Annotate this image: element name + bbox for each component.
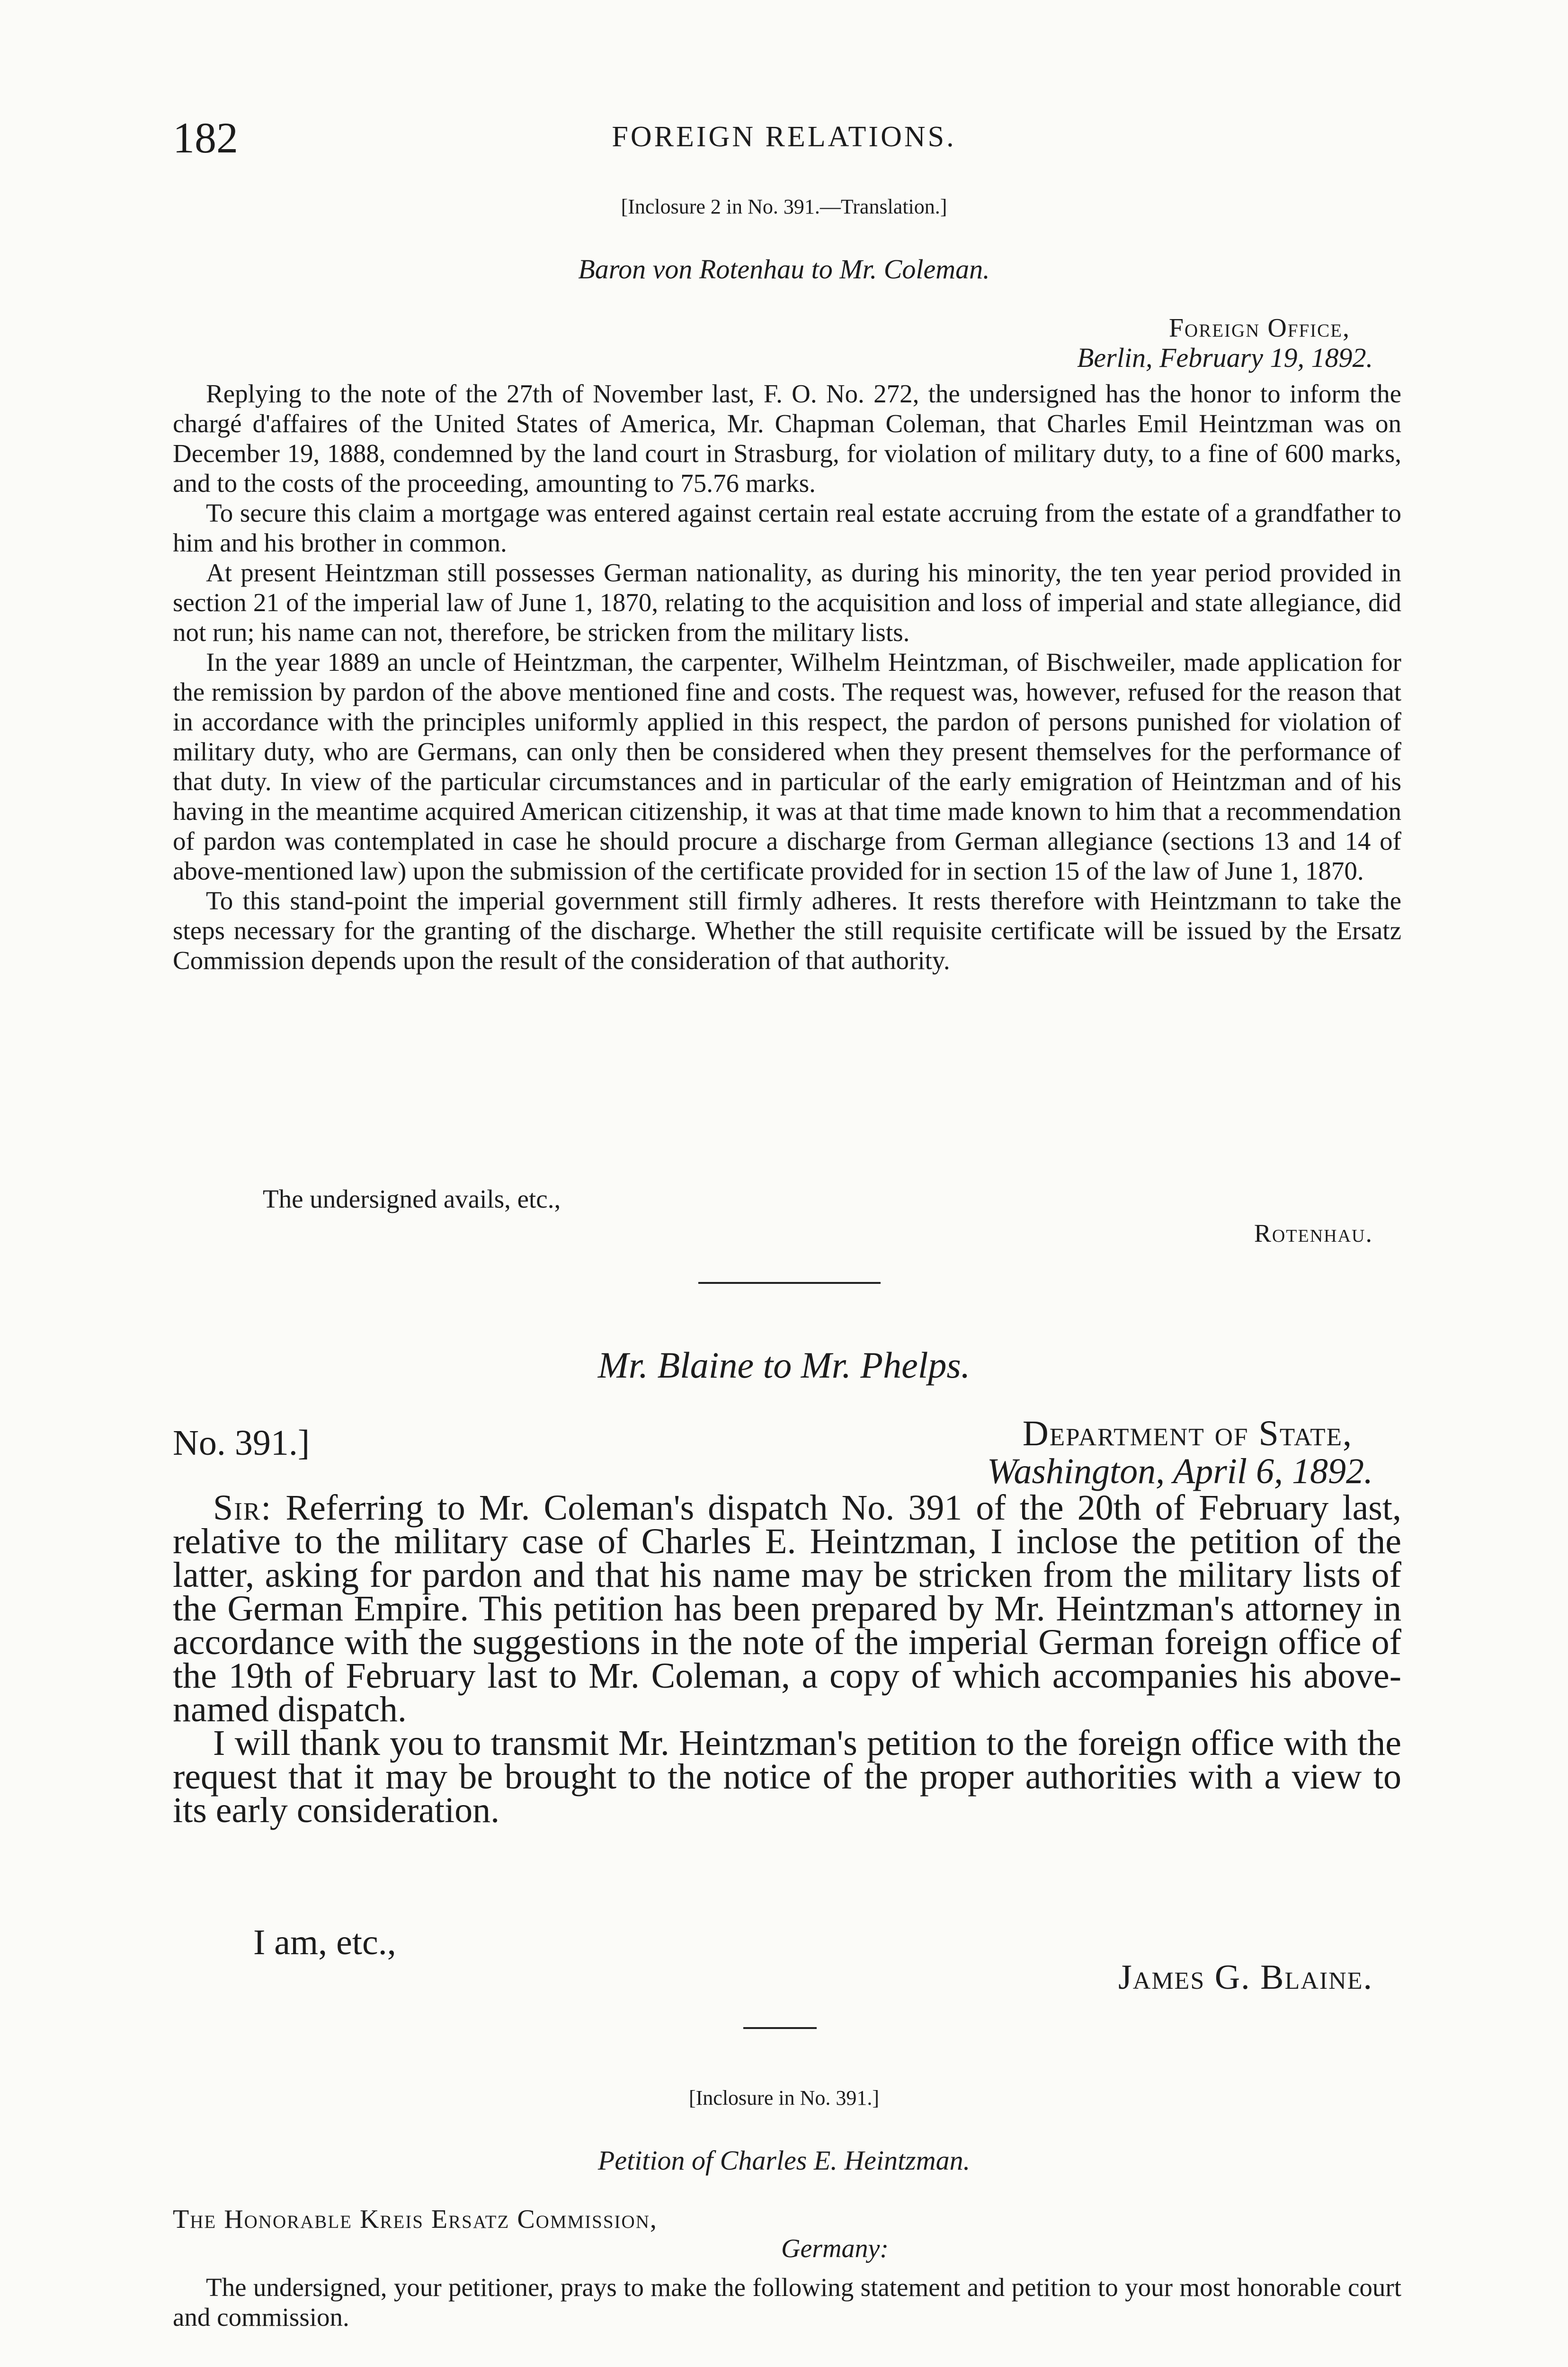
inclosure-note: [Inclosure in No. 391.] (688, 2086, 879, 2109)
letter-date: Washington, April 6, 1892. (987, 1451, 1373, 1491)
letter-date: Berlin, February 19, 1892. (1077, 342, 1373, 373)
sender-place: Department of State, (1022, 1414, 1353, 1453)
paragraph: Replying to the note of the 27th of November last, F. O. No. 272, the undersigned has the honor to inform the chargé d'affaires of the United States of America, Mr. Chapman Coleman, that Charles Emil Heintzman was on December 19, 1888, condemned by the land court in Strasburg, for violation of military duty, to a fine of 600 marks, and to the costs of the proceeding, amounting to 75.76 marks. (173, 379, 1401, 498)
running-title: FOREIGN RELATIONS. (612, 121, 956, 153)
paragraph: I will thank you to transmit Mr. Heintzman's petition to the foreign office with the request that it may be brought to the notice of the proper authorities with a view to its early consideration. (173, 1723, 1401, 1830)
closing: I am, etc., (253, 1922, 396, 1962)
letter-body (173, 1488, 1401, 1830)
letter-body (173, 379, 1401, 975)
signature: Rotenhau. (1254, 1219, 1373, 1247)
sender-place: Foreign Office, (1168, 313, 1350, 343)
address-line: The Honorable Kreis Ersatz Commission, (173, 2205, 658, 2234)
letter-heading: Baron von Rotenhau to Mr. Coleman. (578, 254, 990, 285)
paragraph: To this stand-point the imperial government still firmly adheres. It rests therefore with Heintzmann to take the steps necessary for the granting of the discharge. Whether the still requisite certificate will be issued by the Ersatz Commission depends upon the result of the consideration of that authority. (173, 886, 1401, 975)
address-line: Germany: (781, 2234, 889, 2263)
petition-body (173, 2272, 1401, 2332)
page-number: 182 (173, 114, 238, 162)
divider (743, 2027, 817, 2029)
letter-heading: Mr. Blaine to Mr. Phelps. (597, 1344, 971, 1386)
paragraph: At present Heintzman still possesses German nationality, as during his minority, the ten year period provided in section 21 of the imperial law of June 1, 1870, relating to the acquisition and loss of imperial and state allegiance, did not run; his name can not, therefore, be stricken from the military lists. (173, 558, 1401, 647)
paragraph: The undersigned, your petitioner, prays to make the following statement and petition to your most honorable court and commission. (173, 2273, 1401, 2331)
closing: The undersigned avails, etc., (263, 1184, 561, 1213)
dispatch-number: No. 391.] (173, 1423, 310, 1463)
paragraph: To secure this claim a mortgage was entered against certain real estate accruing from the estate of a grandfather to him and his brother in common. (173, 498, 1401, 557)
paragraph: In the year 1889 an uncle of Heintzman, the carpenter, Wilhelm Heintzman, of Bischweiler, made application for the remission by pardon of the above mentioned fine and costs. The request was, however, refused for the reason that in accordance with the principles uniformly applied in this respect, the pardon of persons punished for violation of military duty, who are Germans, can only then be considered when they present themselves for the performance of that duty. In view of the particular circumstances and in particular of the early emigration of Heintzman and of his having in the meantime acquired American citizenship, it was at that time made known to him that a recommendation of pardon was contemplated in case he should procure a discharge from German allegiance (sections 13 and 14 of above-mentioned law) upon the submission of the certificate provided for in section 15 of the law of June 1, 1870. (173, 648, 1401, 885)
signature: James G. Blaine. (1118, 1958, 1373, 1997)
inclosure-note: [Inclosure 2 in No. 391.—Translation.] (621, 195, 947, 218)
divider (698, 1282, 881, 1284)
petition-heading: Petition of Charles E. Heintzman. (597, 2145, 971, 2176)
paragraph: Sir: Referring to Mr. Coleman's dispatch No. 391 of the 20th of February last, relative to the military case of Charles E. Heintzman, I inclose the petition of the latter, asking for pardon and that his name may be stricken from the military lists of the German Empire. This petition has been prepared by Mr. Heintzman's attorney in accordance with the suggestions in the note of the imperial German foreign office of the 19th of February last to Mr. Coleman, a copy of which accompanies his above-named dispatch. (173, 1488, 1401, 1729)
salutation: Sir: (213, 1488, 272, 1528)
